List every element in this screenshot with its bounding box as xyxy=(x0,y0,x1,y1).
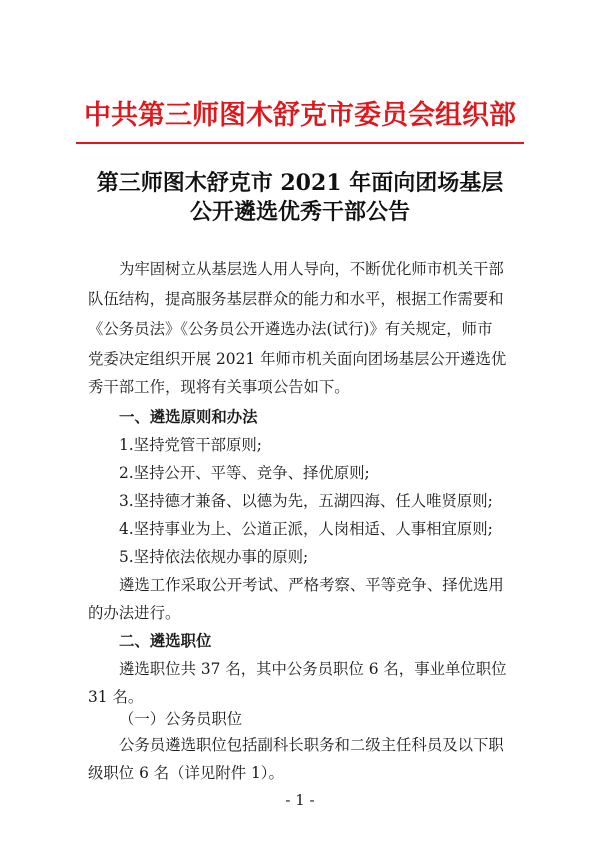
subsection-1-heading: （一）公务员职位 xyxy=(119,710,243,728)
red-divider-line xyxy=(76,142,524,144)
subsection-1-line-1: 公务员遴选职位包括副科长职务和二级主任科员及以下职 xyxy=(119,736,504,754)
method-line-1: 遴选工作采取公开考试、严格考察、平等竞争、择优选用 xyxy=(119,576,504,594)
positions-line-2: 31 名。 xyxy=(88,688,144,706)
document-title-line-1: 第三师图木舒克市 2021 年面向团场基层 xyxy=(96,170,504,196)
principle-item-1: 1.坚持党管干部原则; xyxy=(119,436,262,454)
section-2-heading: 二、遴选职位 xyxy=(119,632,212,650)
intro-line-2: 队伍结构，提高服务基层群众的能力和水平，根据工作需要和 xyxy=(88,290,504,308)
document-title-line-2: 公开遴选优秀干部公告 xyxy=(189,199,410,225)
method-line-2: 的办法进行。 xyxy=(88,604,181,622)
principle-item-4: 4.坚持事业为上、公道正派，人岗相适、人事相宜原则; xyxy=(119,520,493,538)
organization-header: 中共第三师图木舒克市委员会组织部 xyxy=(84,100,516,131)
intro-line-4: 党委决定组织开展 2021 年师市机关面向团场基层公开遴选优 xyxy=(88,350,507,368)
principle-item-5: 5.坚持依法依规办事的原则; xyxy=(119,548,309,566)
principle-item-2: 2.坚持公开、平等、竞争、择优原则; xyxy=(119,464,370,482)
principle-item-3: 3.坚持德才兼备、以德为先，五湖四海、任人唯贤原则; xyxy=(119,492,493,510)
subsection-1-line-2: 级职位 6 名（详见附件 1）。 xyxy=(88,764,284,782)
intro-line-3: 《公务员法》《公务员公开遴选办法(试行)》有关规定，师市 xyxy=(88,320,493,338)
intro-line-1: 为牢固树立从基层选人用人导向，不断优化师市机关干部 xyxy=(119,260,504,278)
intro-line-5: 秀干部工作，现将有关事项公告如下。 xyxy=(88,378,350,396)
positions-line-1: 遴选职位共 37 名，其中公务员职位 6 名，事业单位职位 xyxy=(119,660,507,678)
page-number: - 1 - xyxy=(285,791,315,809)
section-1-heading: 一、遴选原则和办法 xyxy=(119,408,258,426)
